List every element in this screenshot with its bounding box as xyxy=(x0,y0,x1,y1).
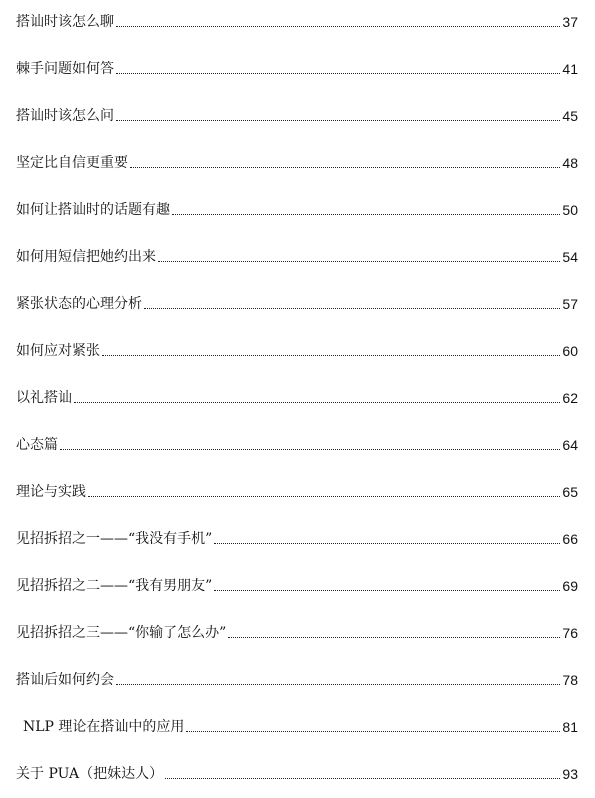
toc-entry-page-number: 62 xyxy=(562,390,578,406)
dot-leader xyxy=(214,543,560,544)
toc-entry[interactable] xyxy=(23,713,578,737)
toc-entry-page-number: 41 xyxy=(562,61,578,77)
dot-leader xyxy=(116,120,560,121)
toc-entry[interactable] xyxy=(16,196,578,220)
toc-entry[interactable] xyxy=(16,337,578,361)
dot-leader xyxy=(74,402,560,403)
dot-leader xyxy=(88,496,560,497)
toc-entry-title: 理论与实践 xyxy=(16,484,86,500)
toc-entry-title: 紧张状态的心理分析 xyxy=(16,296,142,312)
toc-entry-page-number: 45 xyxy=(562,108,578,124)
toc-entry-page-number: 50 xyxy=(562,202,578,218)
toc-entry[interactable] xyxy=(16,243,578,267)
toc-entry[interactable] xyxy=(16,102,578,126)
toc-entry-page-number: 57 xyxy=(562,296,578,312)
toc-entry[interactable] xyxy=(16,55,578,79)
toc-entry-page-number: 93 xyxy=(562,766,578,782)
toc-entry-page-number: 60 xyxy=(562,343,578,359)
toc-entry-title: 如何用短信把她约出来 xyxy=(16,249,156,265)
toc-entry-title: 如何应对紧张 xyxy=(16,343,100,359)
toc-entry-title: 如何让搭讪时的话题有趣 xyxy=(16,202,170,218)
dot-leader xyxy=(116,73,560,74)
toc-entry-page-number: 78 xyxy=(562,672,578,688)
toc-entry-title: 棘手问题如何答 xyxy=(16,61,114,77)
toc-entry-page-number: 69 xyxy=(562,578,578,594)
dot-leader xyxy=(214,590,560,591)
toc-entry[interactable] xyxy=(16,478,578,502)
toc-entry-title: 搭讪后如何约会 xyxy=(16,672,114,688)
dot-leader xyxy=(172,214,560,215)
toc-entry[interactable] xyxy=(16,525,578,549)
dot-leader xyxy=(60,449,560,450)
toc-entry-title: 坚定比自信更重要 xyxy=(16,155,128,171)
toc-entry-title: 搭讪时该怎么聊 xyxy=(16,14,114,30)
toc-entry-page-number: 76 xyxy=(562,625,578,641)
toc-entry-page-number: 66 xyxy=(562,531,578,547)
toc-entry-title: 以礼搭讪 xyxy=(16,390,72,406)
toc-entry-page-number: 37 xyxy=(562,14,578,30)
dot-leader xyxy=(228,637,560,638)
dot-leader xyxy=(116,26,560,27)
dot-leader xyxy=(158,261,560,262)
toc-entry[interactable] xyxy=(16,290,578,314)
toc-entry-page-number: 48 xyxy=(562,155,578,171)
dot-leader xyxy=(102,355,560,356)
toc-entry-title: 心态篇 xyxy=(16,437,58,453)
toc-entry-page-number: 64 xyxy=(562,437,578,453)
toc-entry[interactable] xyxy=(16,760,578,784)
toc-entry-title: 见招拆招之二——“我有男朋友” xyxy=(16,578,213,594)
toc-entry-page-number: 54 xyxy=(562,249,578,265)
toc-entry-title: 关于 PUA（把妹达人） xyxy=(16,766,164,782)
toc-entry-title: 见招拆招之一——“我没有手机” xyxy=(16,531,213,547)
toc-entry[interactable] xyxy=(16,384,578,408)
dot-leader xyxy=(116,684,560,685)
dot-leader xyxy=(186,731,560,732)
toc-entry[interactable] xyxy=(16,431,578,455)
toc-entry-title: NLP 理论在搭讪中的应用 xyxy=(23,719,185,735)
toc-entry-page-number: 81 xyxy=(562,719,578,735)
toc-entry-page-number: 65 xyxy=(562,484,578,500)
toc-entry[interactable] xyxy=(16,572,578,596)
dot-leader xyxy=(144,308,560,309)
toc-entry[interactable] xyxy=(16,666,578,690)
toc-entry[interactable] xyxy=(16,149,578,173)
toc-entry-title: 见招拆招之三——“你输了怎么办” xyxy=(16,625,227,641)
dot-leader xyxy=(130,167,560,168)
toc-entry[interactable] xyxy=(16,619,578,643)
toc-entry-title: 搭讪时该怎么问 xyxy=(16,108,114,124)
dot-leader xyxy=(165,778,560,779)
toc-entry[interactable] xyxy=(16,8,578,32)
